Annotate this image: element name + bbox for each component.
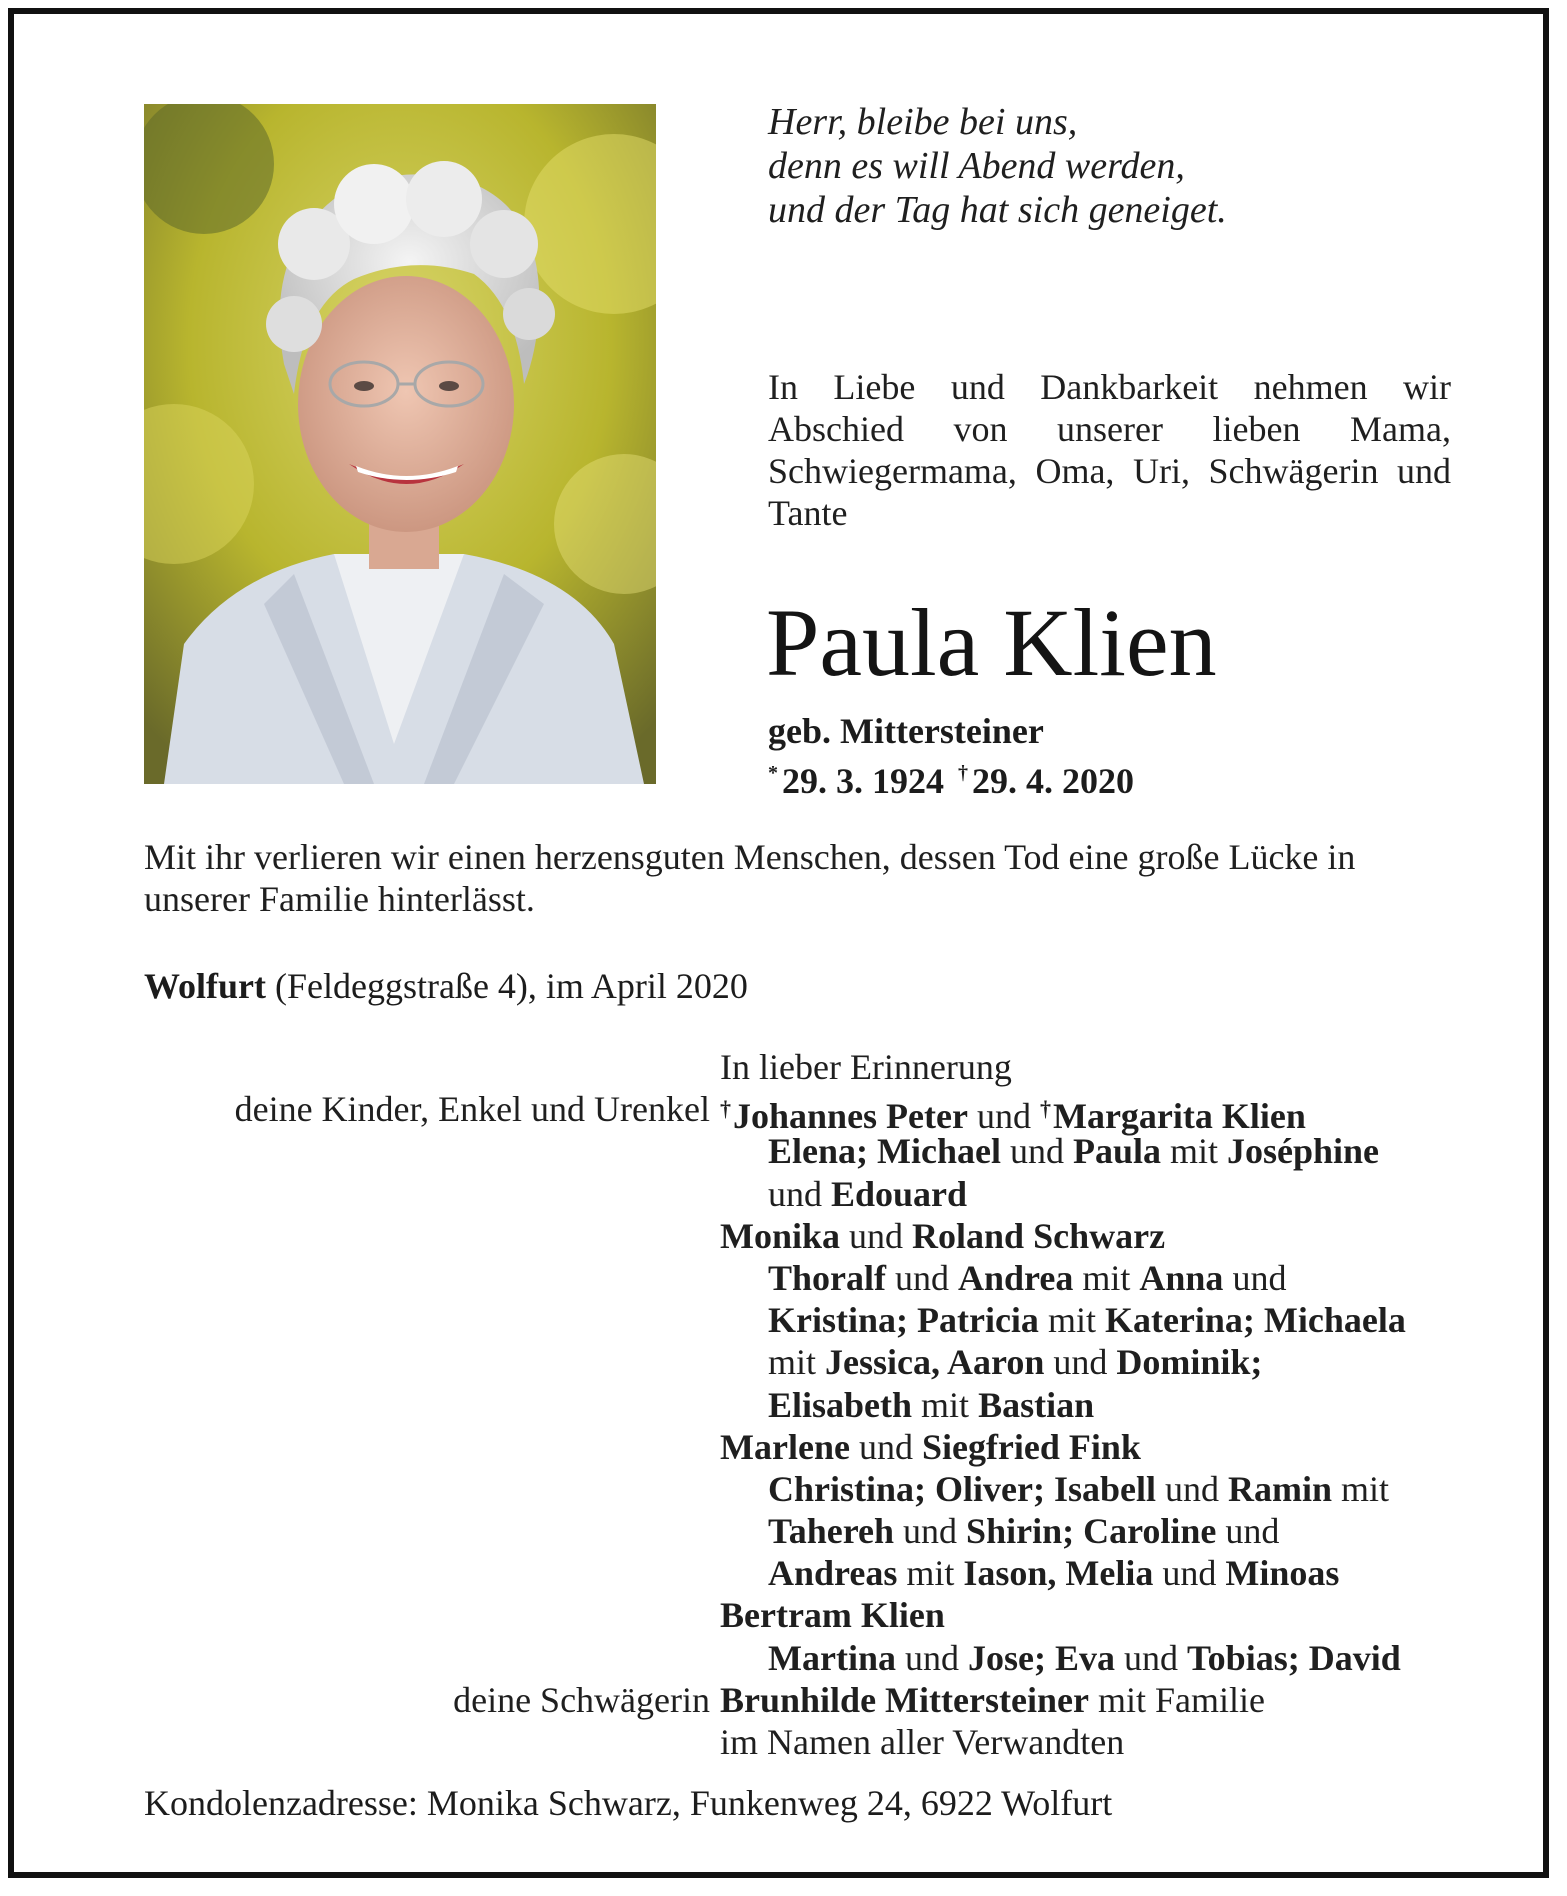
connector: und — [886, 1257, 959, 1298]
mourners-row — [144, 1594, 1534, 1636]
mourners-row — [144, 1173, 1534, 1215]
mourner-name: Siegfried Fink — [921, 1426, 1141, 1467]
mourner-name: Jose; Eva — [967, 1637, 1115, 1678]
mourner-name: Dominik; — [1116, 1342, 1263, 1383]
mourners-row — [144, 1130, 1534, 1172]
mourner-name: Bastian — [978, 1384, 1095, 1425]
obituary-frame — [8, 8, 1549, 1878]
mourner-name: Brunhilde Mittersteiner — [720, 1679, 1089, 1720]
mourner-name: Roland Schwarz — [912, 1215, 1166, 1256]
mourners-row — [144, 1426, 1534, 1468]
mourner-name: Marlene — [720, 1426, 850, 1467]
mourner-name: Jessica, Aaron — [825, 1342, 1045, 1383]
mourner-name: Elena; Michael — [768, 1131, 1001, 1172]
condolence-address: Kondolenzadresse: Monika Schwarz, Funkenweg 24, 6922 Wolfurt — [144, 1783, 1113, 1823]
life-dates — [768, 752, 1134, 802]
mourners-list — [144, 1046, 1534, 1763]
tribute-text: Mit ihr verlieren wir einen herzensguten Menschen, dessen Tod eine große Lücke in unserer Familie hinterlässt. — [144, 837, 1356, 919]
connector: mit — [912, 1384, 979, 1425]
mourners-row — [144, 1679, 1534, 1721]
connector: mit — [1073, 1257, 1140, 1298]
portrait-photo — [144, 104, 656, 784]
birth-symbol: * — [768, 762, 778, 784]
sister-in-law-label: deine Schwägerin — [453, 1679, 710, 1720]
connector: und — [1044, 1342, 1117, 1383]
mourners-row — [144, 1257, 1534, 1299]
mourners-row — [144, 1341, 1534, 1383]
connector: und — [894, 1511, 967, 1552]
connector: und — [1155, 1468, 1228, 1509]
mourners-heading: In lieber Erinnerung — [720, 1047, 1012, 1087]
place-rest: (Feldeggstraße 4), im April 2020 — [266, 966, 748, 1006]
children-label: deine Kinder, Enkel und Urenkel — [234, 1089, 710, 1130]
connector: und — [1153, 1553, 1226, 1594]
mourners-row — [144, 1384, 1534, 1426]
relatives-line: im Namen aller Verwandten — [720, 1722, 1125, 1762]
mourners-row — [144, 1088, 1534, 1137]
connector: und — [840, 1215, 913, 1256]
cross-icon: † — [720, 1096, 731, 1122]
birth-date: 29. 3. 1924 — [782, 761, 944, 801]
mourners-row — [144, 1215, 1534, 1257]
mourner-name: Margarita Klien — [1052, 1096, 1306, 1137]
connector: und — [1223, 1257, 1287, 1298]
mourner-name: Edouard — [831, 1173, 968, 1214]
mourner-name: Tobias; David — [1186, 1637, 1401, 1678]
mourner-name: Paula — [1072, 1131, 1161, 1172]
connector: mit — [768, 1342, 826, 1383]
mourner-name: Anna — [1139, 1257, 1224, 1298]
mourners-row — [144, 1468, 1534, 1510]
place-date-line — [144, 965, 748, 1007]
mourner-name: Elisabeth — [768, 1384, 913, 1425]
connector: und — [1000, 1131, 1073, 1172]
maiden-name: geb. Mittersteiner — [768, 711, 1044, 751]
connector: und — [895, 1637, 968, 1678]
mourner-name: Thoralf — [768, 1257, 887, 1298]
connector: und — [967, 1096, 1040, 1137]
mourners-row — [144, 1637, 1534, 1679]
mourner-name: Katerina; Michaela — [1104, 1300, 1406, 1341]
mourner-name: Shirin; Caroline — [966, 1511, 1217, 1552]
connector: und — [1114, 1637, 1187, 1678]
mourners-row — [144, 1299, 1534, 1341]
connector: und — [849, 1426, 922, 1467]
mourner-name: Joséphine — [1227, 1131, 1380, 1172]
deceased-name: Paula Klien — [766, 589, 1217, 696]
intro-text: In Liebe und Dankbarkeit nehmen wir Abschied von unserer lieben Mama, Schwiegermama, Oma, Uri, Schwägerin und Tante — [768, 367, 1451, 533]
connector: und — [768, 1173, 831, 1214]
connector: mit — [897, 1553, 964, 1594]
cross-icon: † — [1039, 1096, 1051, 1122]
mourner-name: Bertram Klien — [720, 1595, 945, 1636]
mourner-name: Martina — [768, 1637, 896, 1678]
mourner-name: Tahereh — [768, 1511, 895, 1552]
connector: mit — [1038, 1300, 1105, 1341]
portrait-illustration — [144, 104, 656, 784]
connector: mit — [1332, 1468, 1390, 1509]
mourner-name: Minoas — [1225, 1553, 1340, 1594]
connector: mit Familie — [1088, 1679, 1265, 1720]
mourner-name: Iason, Melia — [963, 1553, 1154, 1594]
mourner-name: Monika — [720, 1215, 841, 1256]
mourners-row — [144, 1721, 1534, 1763]
connector: und — [1216, 1511, 1280, 1552]
mourners-row — [144, 1552, 1534, 1594]
mourner-name: Christina; Oliver; Isabell — [768, 1468, 1156, 1509]
mourner-name: Ramin — [1227, 1468, 1332, 1509]
verse-line: denn es will Abend werden, — [768, 145, 1185, 187]
mourners-heading-row — [144, 1046, 1534, 1088]
mourner-name: Kristina; Patricia — [768, 1300, 1039, 1341]
verse-line: und der Tag hat sich geneiget. — [768, 189, 1227, 231]
mourner-name: Andreas — [768, 1553, 898, 1594]
verse — [768, 100, 1468, 232]
mourner-name: Andrea — [958, 1257, 1074, 1298]
mourner-name: Johannes Peter — [733, 1096, 968, 1137]
connector: mit — [1160, 1131, 1227, 1172]
verse-line: Herr, bleibe bei uns, — [768, 101, 1078, 143]
death-date: 29. 4. 2020 — [972, 761, 1134, 801]
death-symbol: † — [958, 762, 968, 784]
place-town: Wolfurt — [144, 966, 266, 1006]
mourners-row — [144, 1510, 1534, 1552]
